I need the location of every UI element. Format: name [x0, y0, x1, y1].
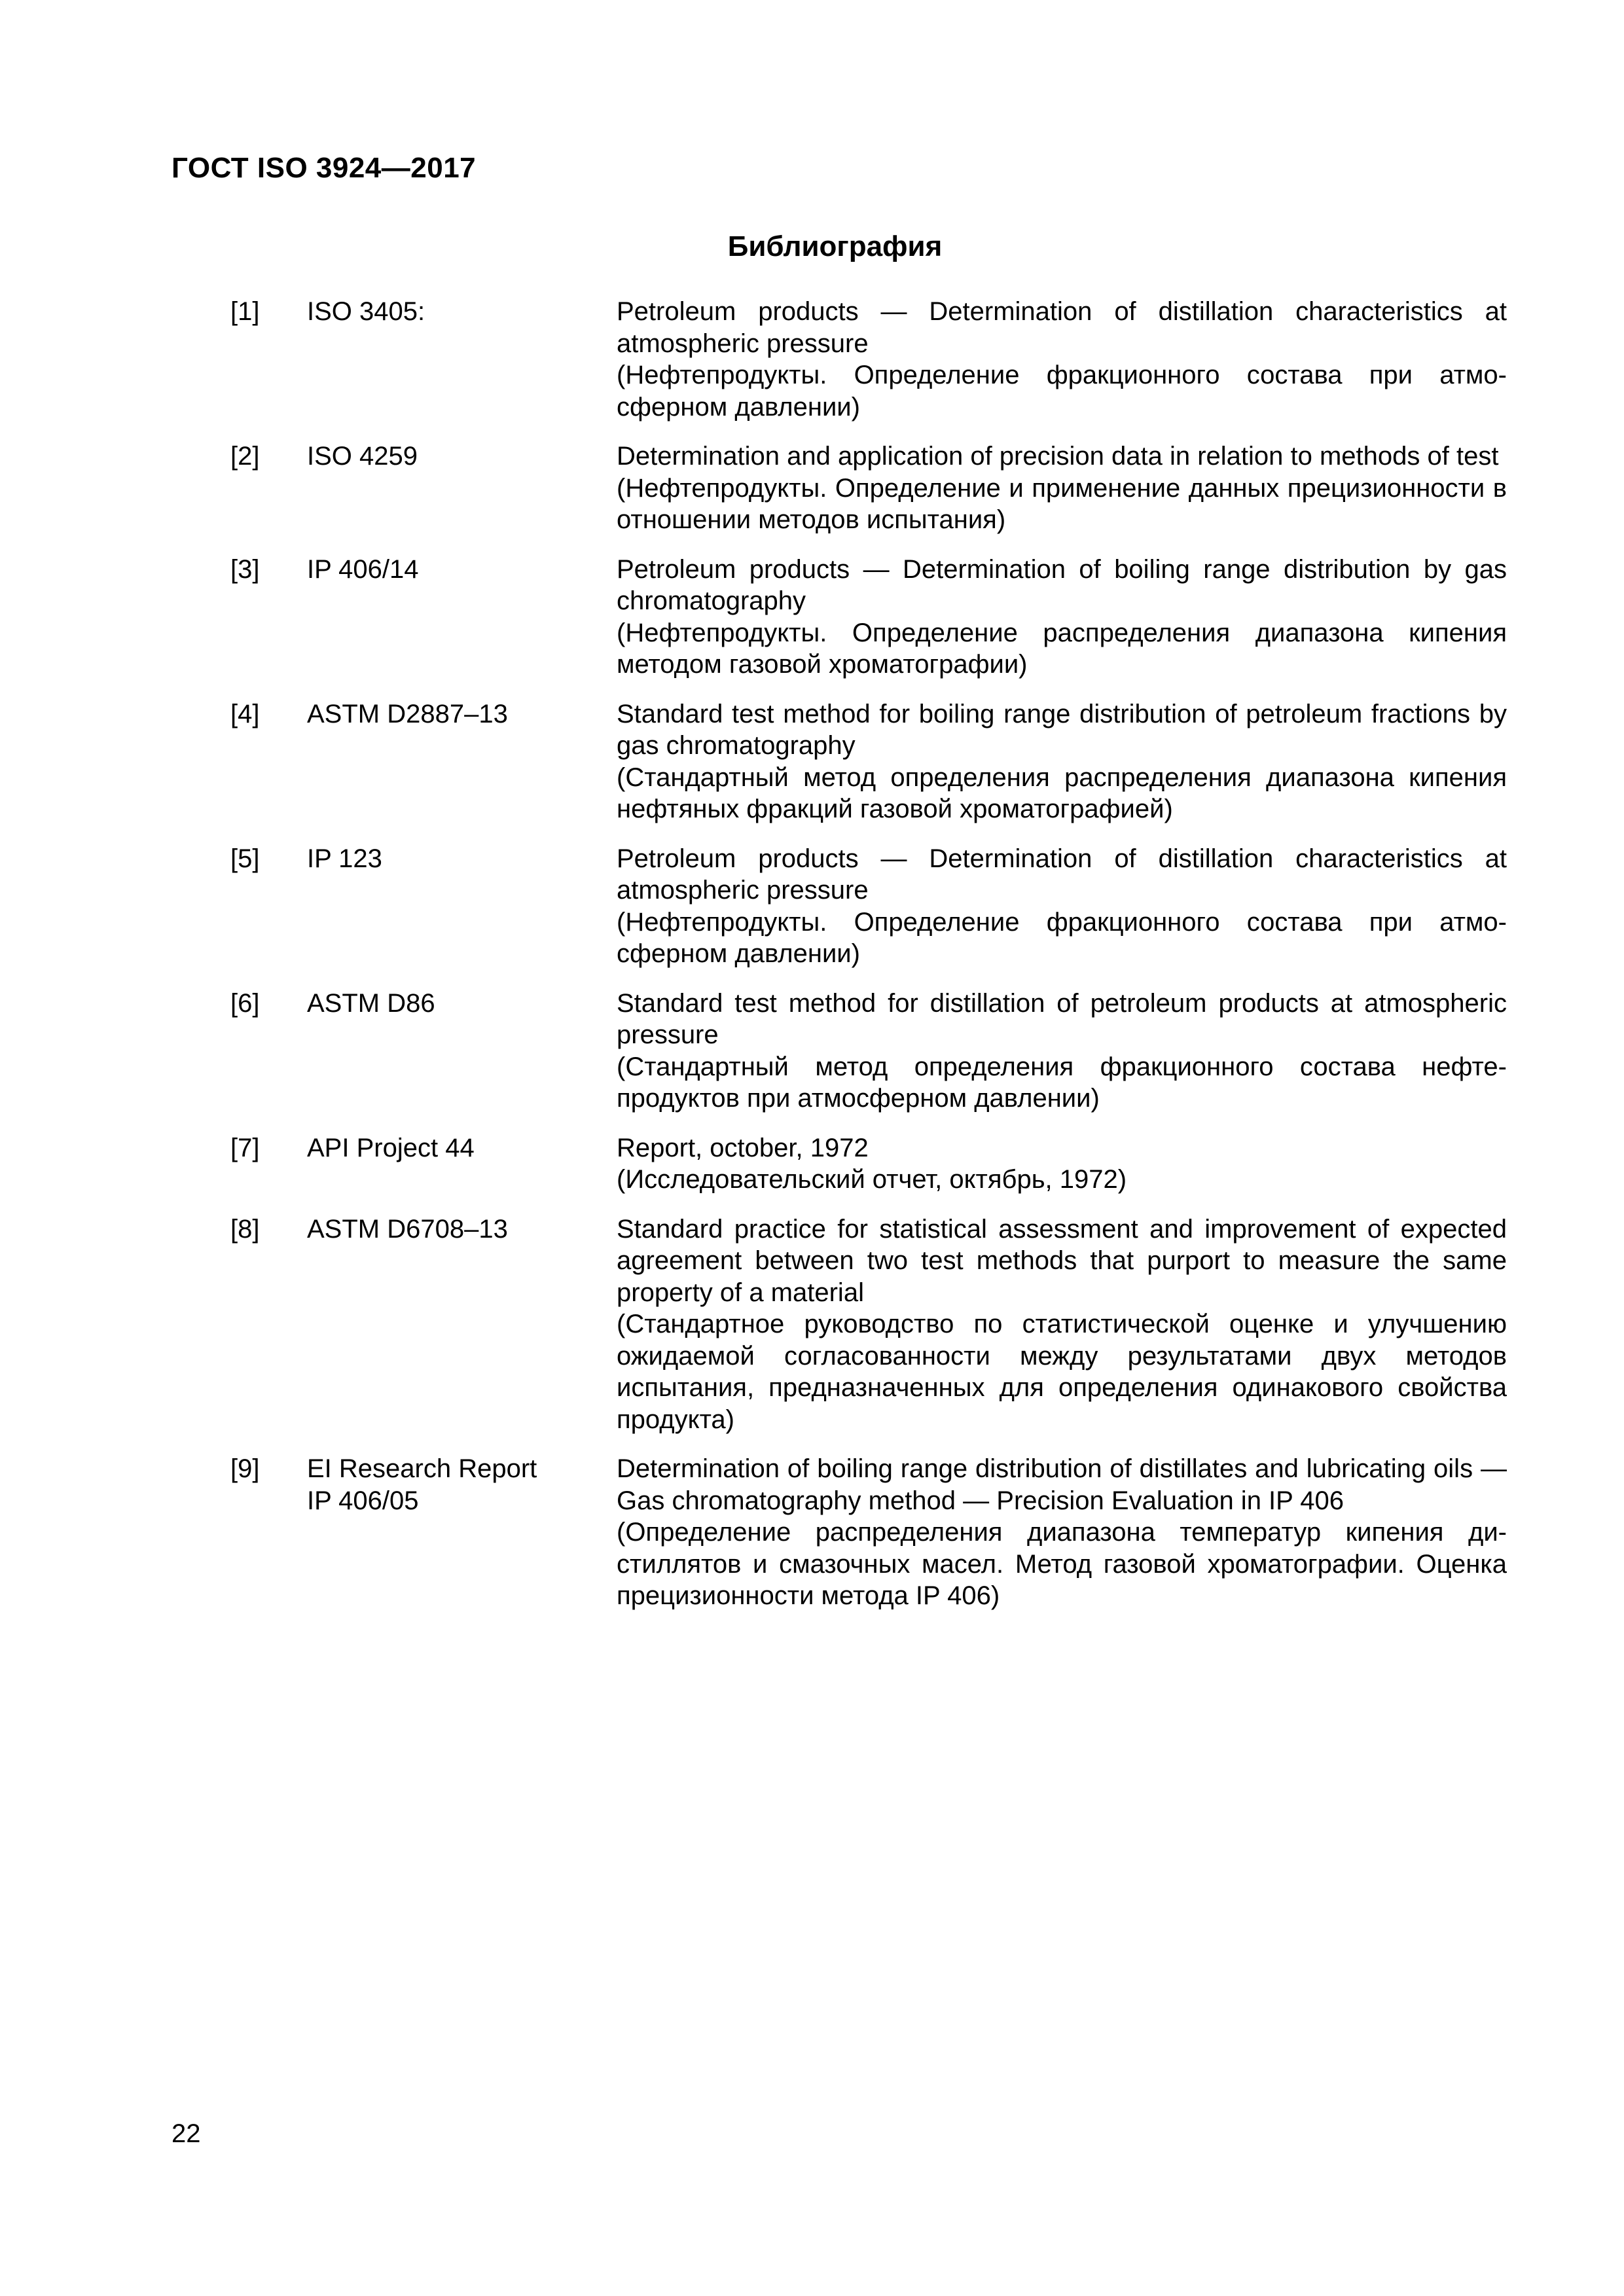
entry-code: ASTM D2887–13 [307, 699, 508, 728]
entry-description [617, 988, 1507, 1115]
bibliography-entry [230, 1132, 1507, 1196]
entry-title-english: Standard test method for boiling range distribution of petroleum fractions by gas chromatography [617, 699, 1507, 760]
entry-title-russian: (Стандартный метод определения распределения диапазона кипения нефтяных фракций газовой хроматографией) [617, 762, 1507, 823]
entry-number: [4] [230, 699, 260, 728]
entry-number: [5] [230, 844, 260, 873]
entry-title-russian: (Нефтепродукты. Определение распределения диапазона кипения методом газовой хроматографии) [617, 618, 1507, 679]
bibliography-title: Библиография [727, 230, 943, 262]
entry-title-english: Petroleum products — Determination of boiling range distribution by gas chromatography [617, 554, 1507, 615]
document-code: ГОСТ ISO 3924—2017 [171, 152, 477, 184]
entry-code: ISO 3405: [307, 297, 425, 326]
entry-title-english: Standard practice for statistical assessment and improvement of expected agreement between two test methods that purport to measure the same property of a material [617, 1214, 1507, 1307]
bibliography-entry [230, 988, 1507, 1115]
entry-title-english: Determination of boiling range distribution of distillates and lubricating oils — Gas chromatography method — Precision Evaluation in IP 406 [617, 1454, 1507, 1515]
entry-description [617, 296, 1507, 423]
page-number: 22 [171, 2119, 201, 2148]
entry-description [617, 554, 1507, 681]
entry-title-english: Standard test method for distillation of petroleum products at atmospheric pressure [617, 988, 1507, 1049]
entry-title-russian: (Нефтепродукты. Определение фракционного состава при атмосферном давлении) [617, 907, 1507, 968]
entry-title-english: Determination and application of precision data in relation to methods of test [617, 442, 1499, 471]
entry-title-english: Report, october, 1972 [617, 1133, 869, 1162]
entry-code: EI Research Report IP 406/05 [307, 1454, 537, 1515]
entry-code: IP 123 [307, 844, 382, 873]
bibliography-list [230, 296, 1507, 1630]
bibliography-entry [230, 843, 1507, 970]
entry-title-russian: (Нефтепродукты. Определение и применение данных прецизионности в отношении методов испытания) [617, 473, 1507, 534]
entry-title-russian: (Исследовательский отчет, октябрь, 1972) [617, 1165, 1127, 1194]
entry-title-russian: (Стандартное руководство по статистической оценке и улучшению ожидаемой согласованности между результатами двух методов испытания, предназначенных для определения одинакового свойства продукта) [617, 1310, 1507, 1434]
entry-number: [7] [230, 1133, 260, 1162]
bibliography-entry [230, 296, 1507, 423]
entry-description [617, 843, 1507, 970]
bibliography-entry [230, 440, 1507, 536]
entry-number: [6] [230, 988, 260, 1018]
entry-description [617, 1453, 1507, 1612]
entry-number: [1] [230, 297, 260, 326]
entry-number: [8] [230, 1214, 260, 1244]
entry-number: [3] [230, 554, 260, 584]
bibliography-entry [230, 1213, 1507, 1436]
entry-code: ASTM D86 [307, 988, 435, 1018]
entry-code: ASTM D6708–13 [307, 1214, 508, 1244]
entry-title-english: Petroleum products — Determination of distillation characteristics at atmospheric pressure [617, 844, 1507, 905]
bibliography-entry [230, 554, 1507, 681]
entry-title-english: Petroleum products — Determination of distillation characteristics at atmospheric pressure [617, 297, 1507, 358]
entry-title-russian: (Нефтепродукты. Определение фракционного состава при атмосферном давлении) [617, 361, 1507, 422]
entry-description [617, 440, 1507, 536]
entry-description [617, 1213, 1507, 1436]
entry-code: ISO 4259 [307, 442, 418, 471]
entry-description [617, 1132, 1507, 1196]
entry-title-russian: (Определение распределения диапазона температур кипения дистиллятов и смазочных масел. Метод газовой хроматографии. Оценка прецизионности метода IP 406) [617, 1518, 1507, 1610]
bibliography-entry [230, 1453, 1507, 1612]
entry-number: [2] [230, 442, 260, 471]
entry-number: [9] [230, 1454, 260, 1483]
entry-description [617, 698, 1507, 825]
entry-code: API Project 44 [307, 1133, 475, 1162]
bibliography-entry [230, 698, 1507, 825]
entry-code: IP 406/14 [307, 554, 419, 584]
entry-title-russian: (Стандартный метод определения фракционного состава нефтепродуктов при атмосферном давлении) [617, 1052, 1507, 1113]
